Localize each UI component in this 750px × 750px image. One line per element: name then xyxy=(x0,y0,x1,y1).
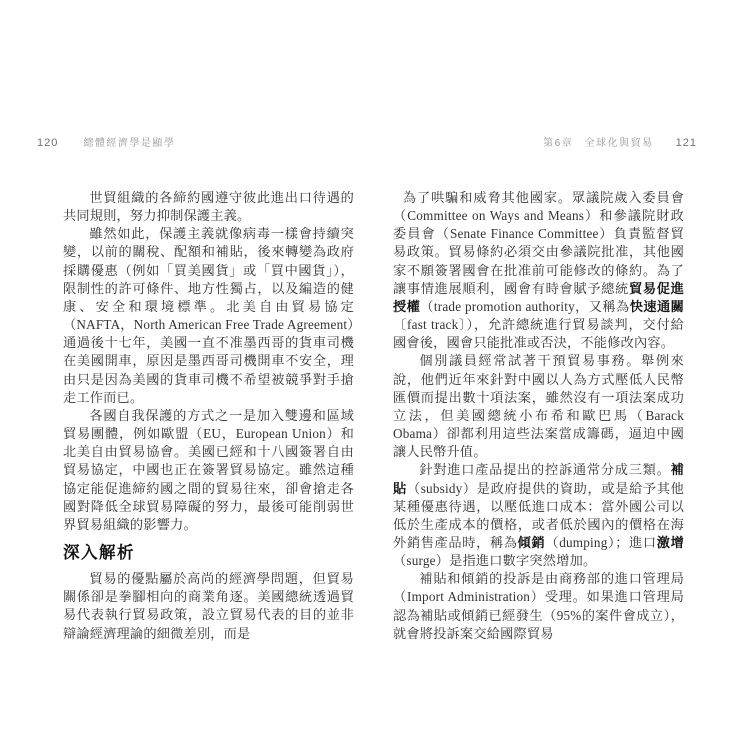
left-page-body xyxy=(63,189,354,643)
bold-term: 激增 xyxy=(656,534,684,550)
left-page-header xyxy=(37,134,175,149)
right-page-number: 121 xyxy=(675,137,697,149)
paragraph: 各國自我保護的方式之一是加入雙邊和區域貿易團體，例如歐盟（EU，European Union）和北美自由貿易協會。美國已經和十八國簽署自由貿易協定，中國也正在簽署貿易協定。雖然這種協定能促進締約國之間的貿易往來，卻會搶走各國對降低全球貿易障礙的努力，最後可能削弱世界貿易組織的影響力。 xyxy=(63,407,354,532)
bold-term: 傾銷 xyxy=(517,534,546,550)
chapter-title: 第6章 全球化與貿易 xyxy=(543,138,654,149)
right-page-header xyxy=(393,134,697,149)
paragraph: 補貼和傾銷的投訴是由商務部的進口管理局（Import Administration）受理。如果進口管理局認為補貼或傾銷已經發生（95%的案件會成立），就會將投訴案交給國際貿易 xyxy=(393,571,684,641)
paragraph: 雖然如此，保護主義就像病毒一樣會持續突變，以前的關稅、配額和補貼，後來轉變為政府採購優惠（例如「買美國貨」或「買中國貨」），限制性的許可條件、地方性獨占，以及編造的健康、安全和環境標準。北美自由貿易協定（NAFTA，North American Free Trade Agreement）通過後十七年，美國一直不准墨西哥的貨車司機在美國開車，原因是墨西哥司機開車不安全，理由只是因為美國的貨車司機不希望被競爭對手搶走工作而已。 xyxy=(63,226,355,405)
paragraph: 世貿組織的各締約國遵守彼此進出口待遇的共同規則，努力抑制保護主義。 xyxy=(63,190,354,224)
paragraph: 針對進口產品提出的控訴通常分成三類。補貼（subsidy）是政府提供的資助，或是給予其他某種優惠待遇，以壓低進口成本：當外國公司以低於生產成本的價格，或者低於國內的價格在海外銷售產品時，稱為傾銷（dumping）；進口激增（surge）是指進口數字突然增加。 xyxy=(393,462,684,569)
bold-term: 快速通關 xyxy=(629,298,684,314)
left-page-number: 120 xyxy=(37,137,59,149)
bold-term: 補貼 xyxy=(393,462,684,496)
paragraph: 為了哄騙和威脅其他國家。眾議院歲入委員會（Committee on Ways and Means）和參議院財政委員會（Senate Finance Committee）負責監督貿易政策。貿易條約必須交由參議院批准，其他國家不願簽署國會在批准前可能修改的條約。為了讓事情進展順利，國會有時會賦予總統貿易促進授權（trade promotion authority，又稱為快速通關〔fast track〕），允許總統進行貿易談判，交付給國會後，國會只能批准或否決，不能修改內容。 xyxy=(393,190,684,351)
paragraph: 個別議員經常試著干預貿易事務。舉例來說，他們近年來針對中國以人為方式壓低人民幣匯價而提出數十項法案，雖然沒有一項法案成功立法，但美國總統小布希和歐巴馬（Barack Obama）卻都利用這些法案當成籌碼，逼迫中國讓人民幣升值。 xyxy=(393,353,684,460)
bold-term: 貿易促進授權 xyxy=(393,280,684,314)
right-page-body xyxy=(393,189,684,643)
section-heading: 深入解析 xyxy=(63,543,135,562)
paragraph: 貿易的優點屬於高尚的經濟學問題，但貿易關係卻是拳腳相向的商業角逐。美國總統透過貿易代表執行貿易政策，設立貿易代表的目的並非辯論經濟理論的細微差別，而是 xyxy=(63,571,354,641)
left-running-head: 總體經濟學是顯學 xyxy=(83,138,176,149)
